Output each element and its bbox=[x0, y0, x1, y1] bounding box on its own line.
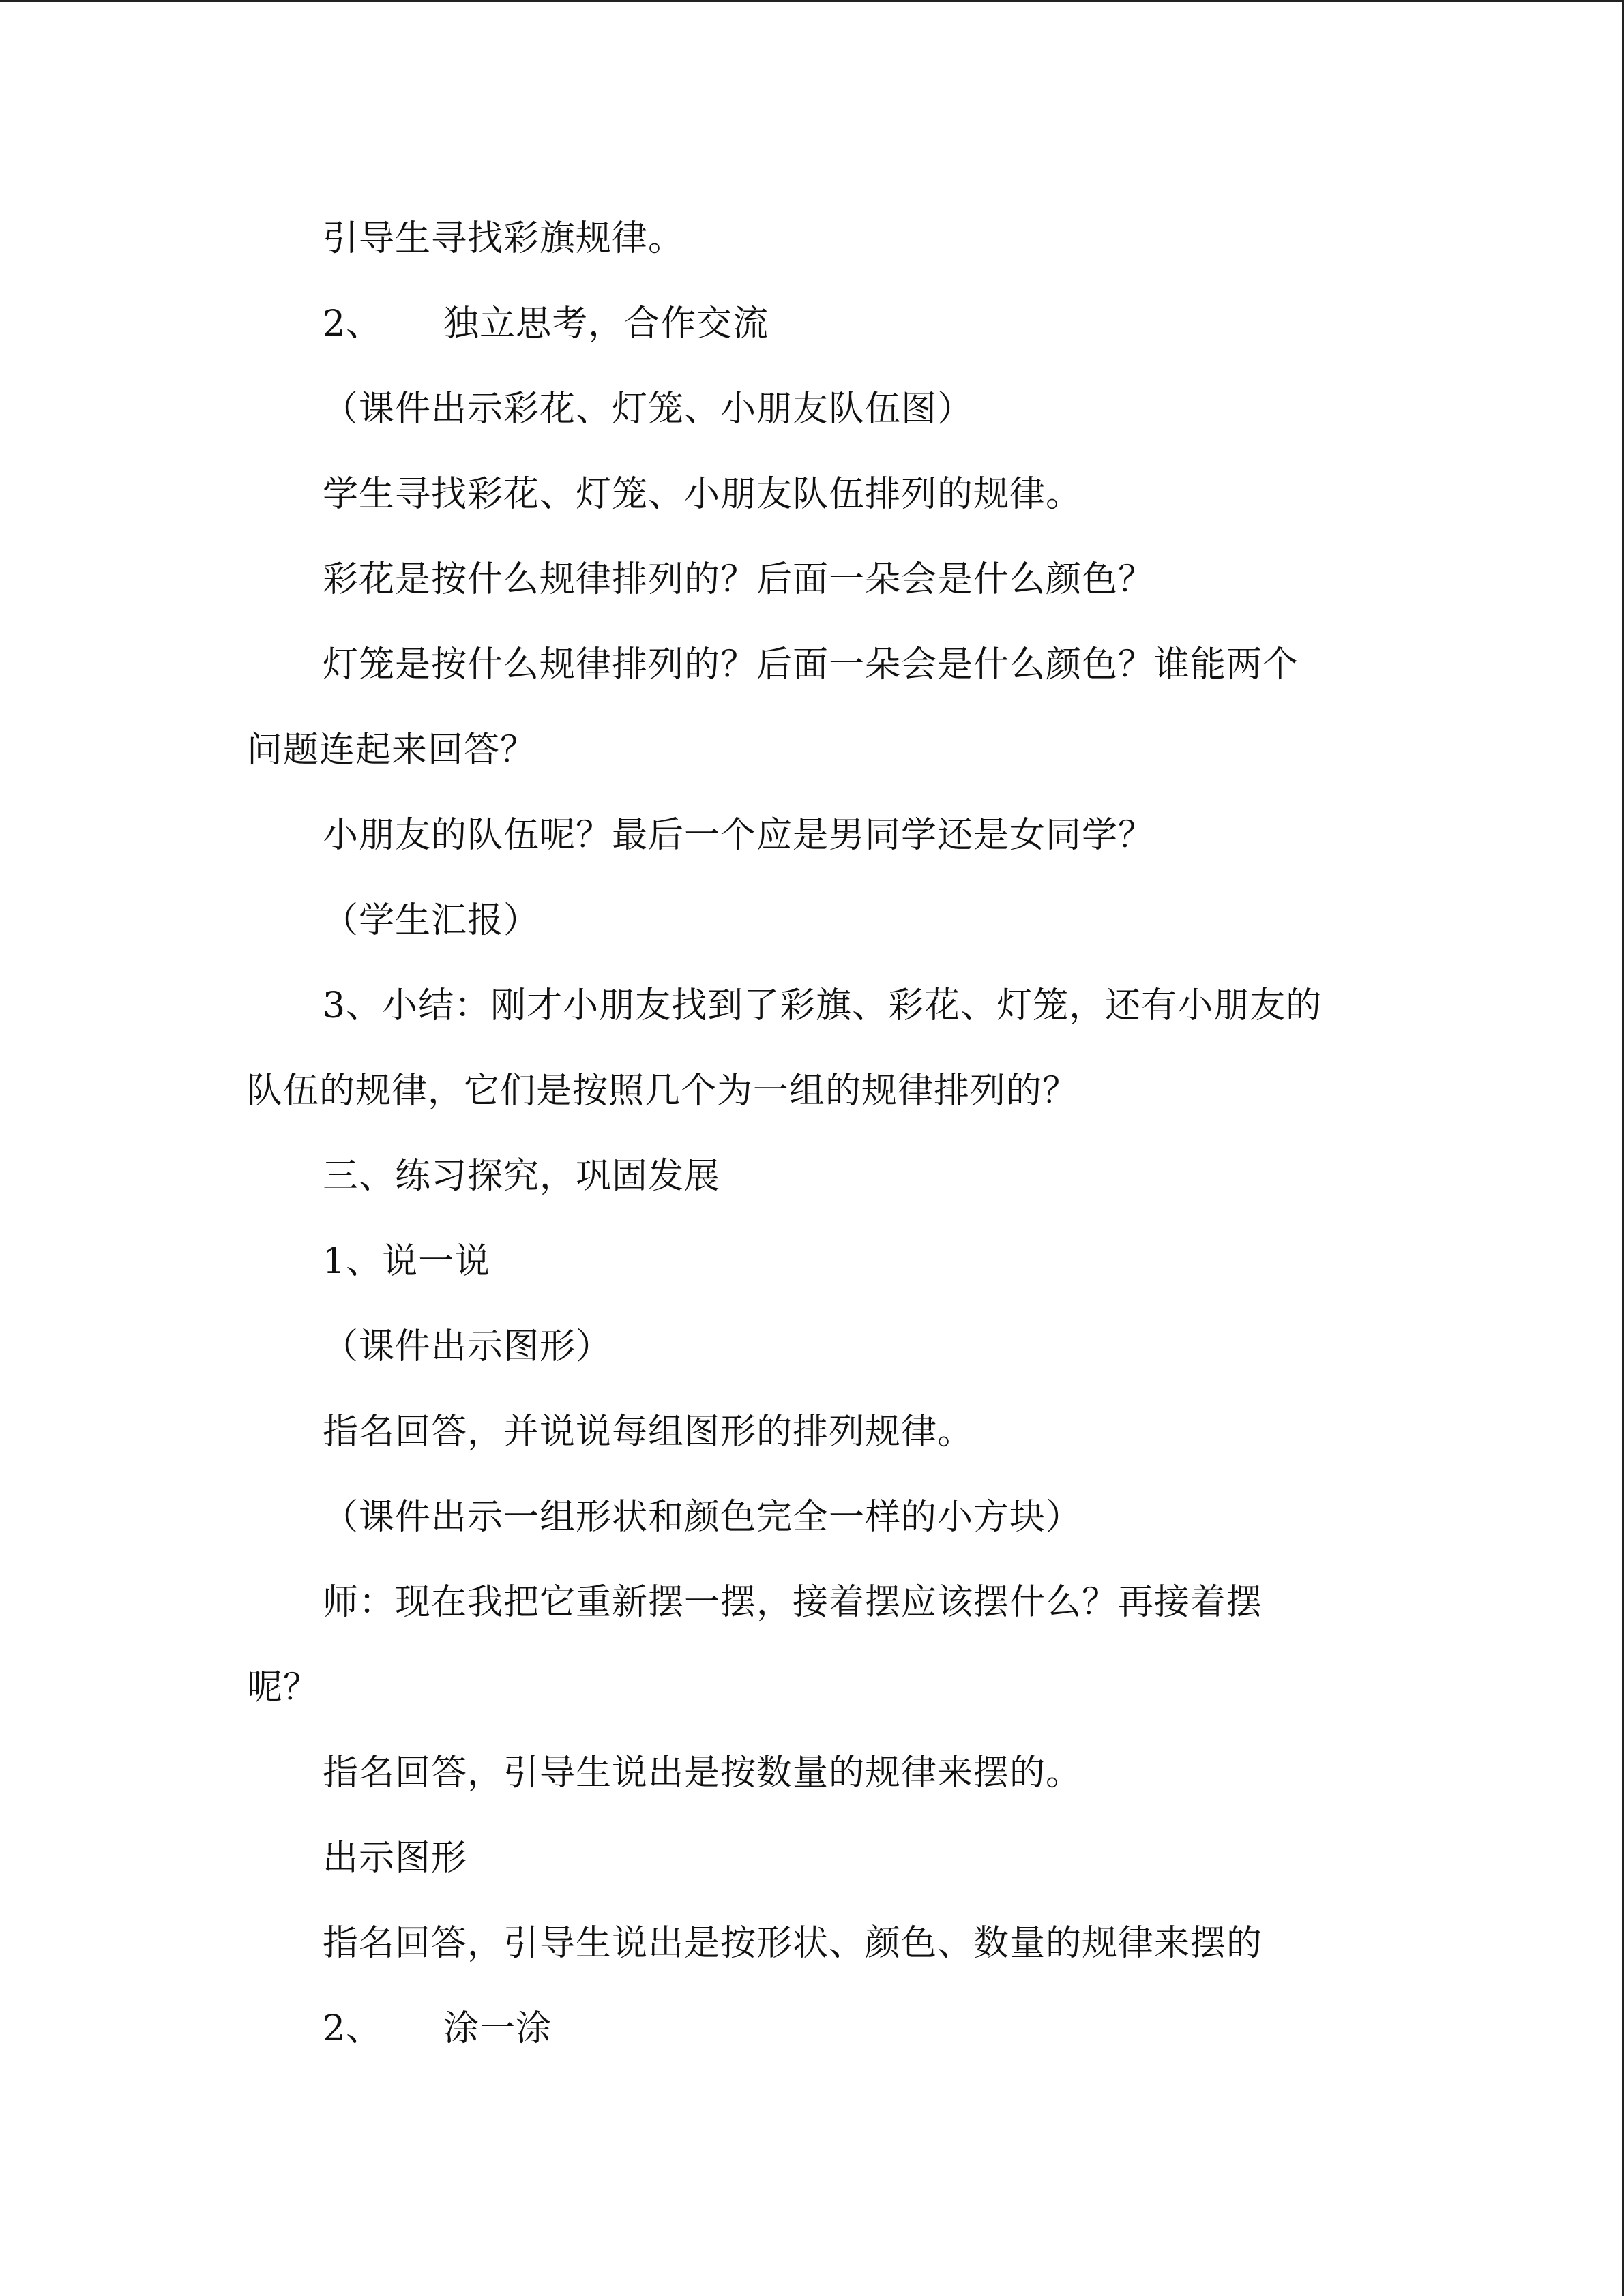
top-border bbox=[0, 0, 1624, 2]
text-line: 1、说一说 bbox=[323, 1241, 491, 1282]
text-line: 指名回答，并说说每组图形的排列规律。 bbox=[323, 1412, 974, 1452]
text-line: 师：现在我把它重新摆一摆，接着摆应该摆什么？再接着摆 bbox=[323, 1582, 1263, 1623]
text-line: 呢？ bbox=[247, 1667, 320, 1708]
text-line: （课件出示图形） bbox=[323, 1326, 612, 1367]
numbered-heading bbox=[323, 300, 769, 348]
item-text: 独立思考，合作交流 bbox=[443, 303, 769, 344]
text-line: 指名回答，引导生说出是按数量的规律来摆的。 bbox=[323, 1753, 1082, 1793]
text-line: 学生寻找彩花、灯笼、小朋友队伍排列的规律。 bbox=[323, 474, 1082, 515]
item-text: 涂一涂 bbox=[443, 2008, 552, 2049]
section-heading: 三、练习探究，巩固发展 bbox=[323, 1156, 721, 1197]
text-line: 队伍的规律，它们是按照几个为一组的规律排列的？ bbox=[247, 1071, 1079, 1112]
text-line: 灯笼是按什么规律排列的？后面一朵会是什么颜色？谁能两个 bbox=[323, 644, 1299, 685]
text-line: 小朋友的队伍呢？最后一个应是男同学还是女同学？ bbox=[323, 815, 1155, 856]
numbered-heading bbox=[323, 2005, 552, 2053]
text-line: 3、小结：刚才小朋友找到了彩旗、彩花、灯笼，还有小朋友的 bbox=[323, 985, 1323, 1026]
text-line: 出示图形 bbox=[323, 1838, 468, 1879]
text-line: 问题连起来回答？ bbox=[247, 730, 537, 771]
text-line: （课件出示一组形状和颜色完全一样的小方块） bbox=[323, 1497, 1082, 1538]
text-line: （课件出示彩花、灯笼、小朋友队伍图） bbox=[323, 389, 974, 430]
text-line: 引导生寻找彩旗规律。 bbox=[323, 218, 685, 259]
item-number: 2、 bbox=[323, 303, 383, 344]
text-line: （学生汇报） bbox=[323, 900, 540, 941]
text-line: 彩花是按什么规律排列的？后面一朵会是什么颜色？ bbox=[323, 559, 1155, 600]
item-number: 2、 bbox=[323, 2008, 383, 2049]
text-line: 指名回答，引导生说出是按形状、颜色、数量的规律来摆的 bbox=[323, 1923, 1263, 1964]
